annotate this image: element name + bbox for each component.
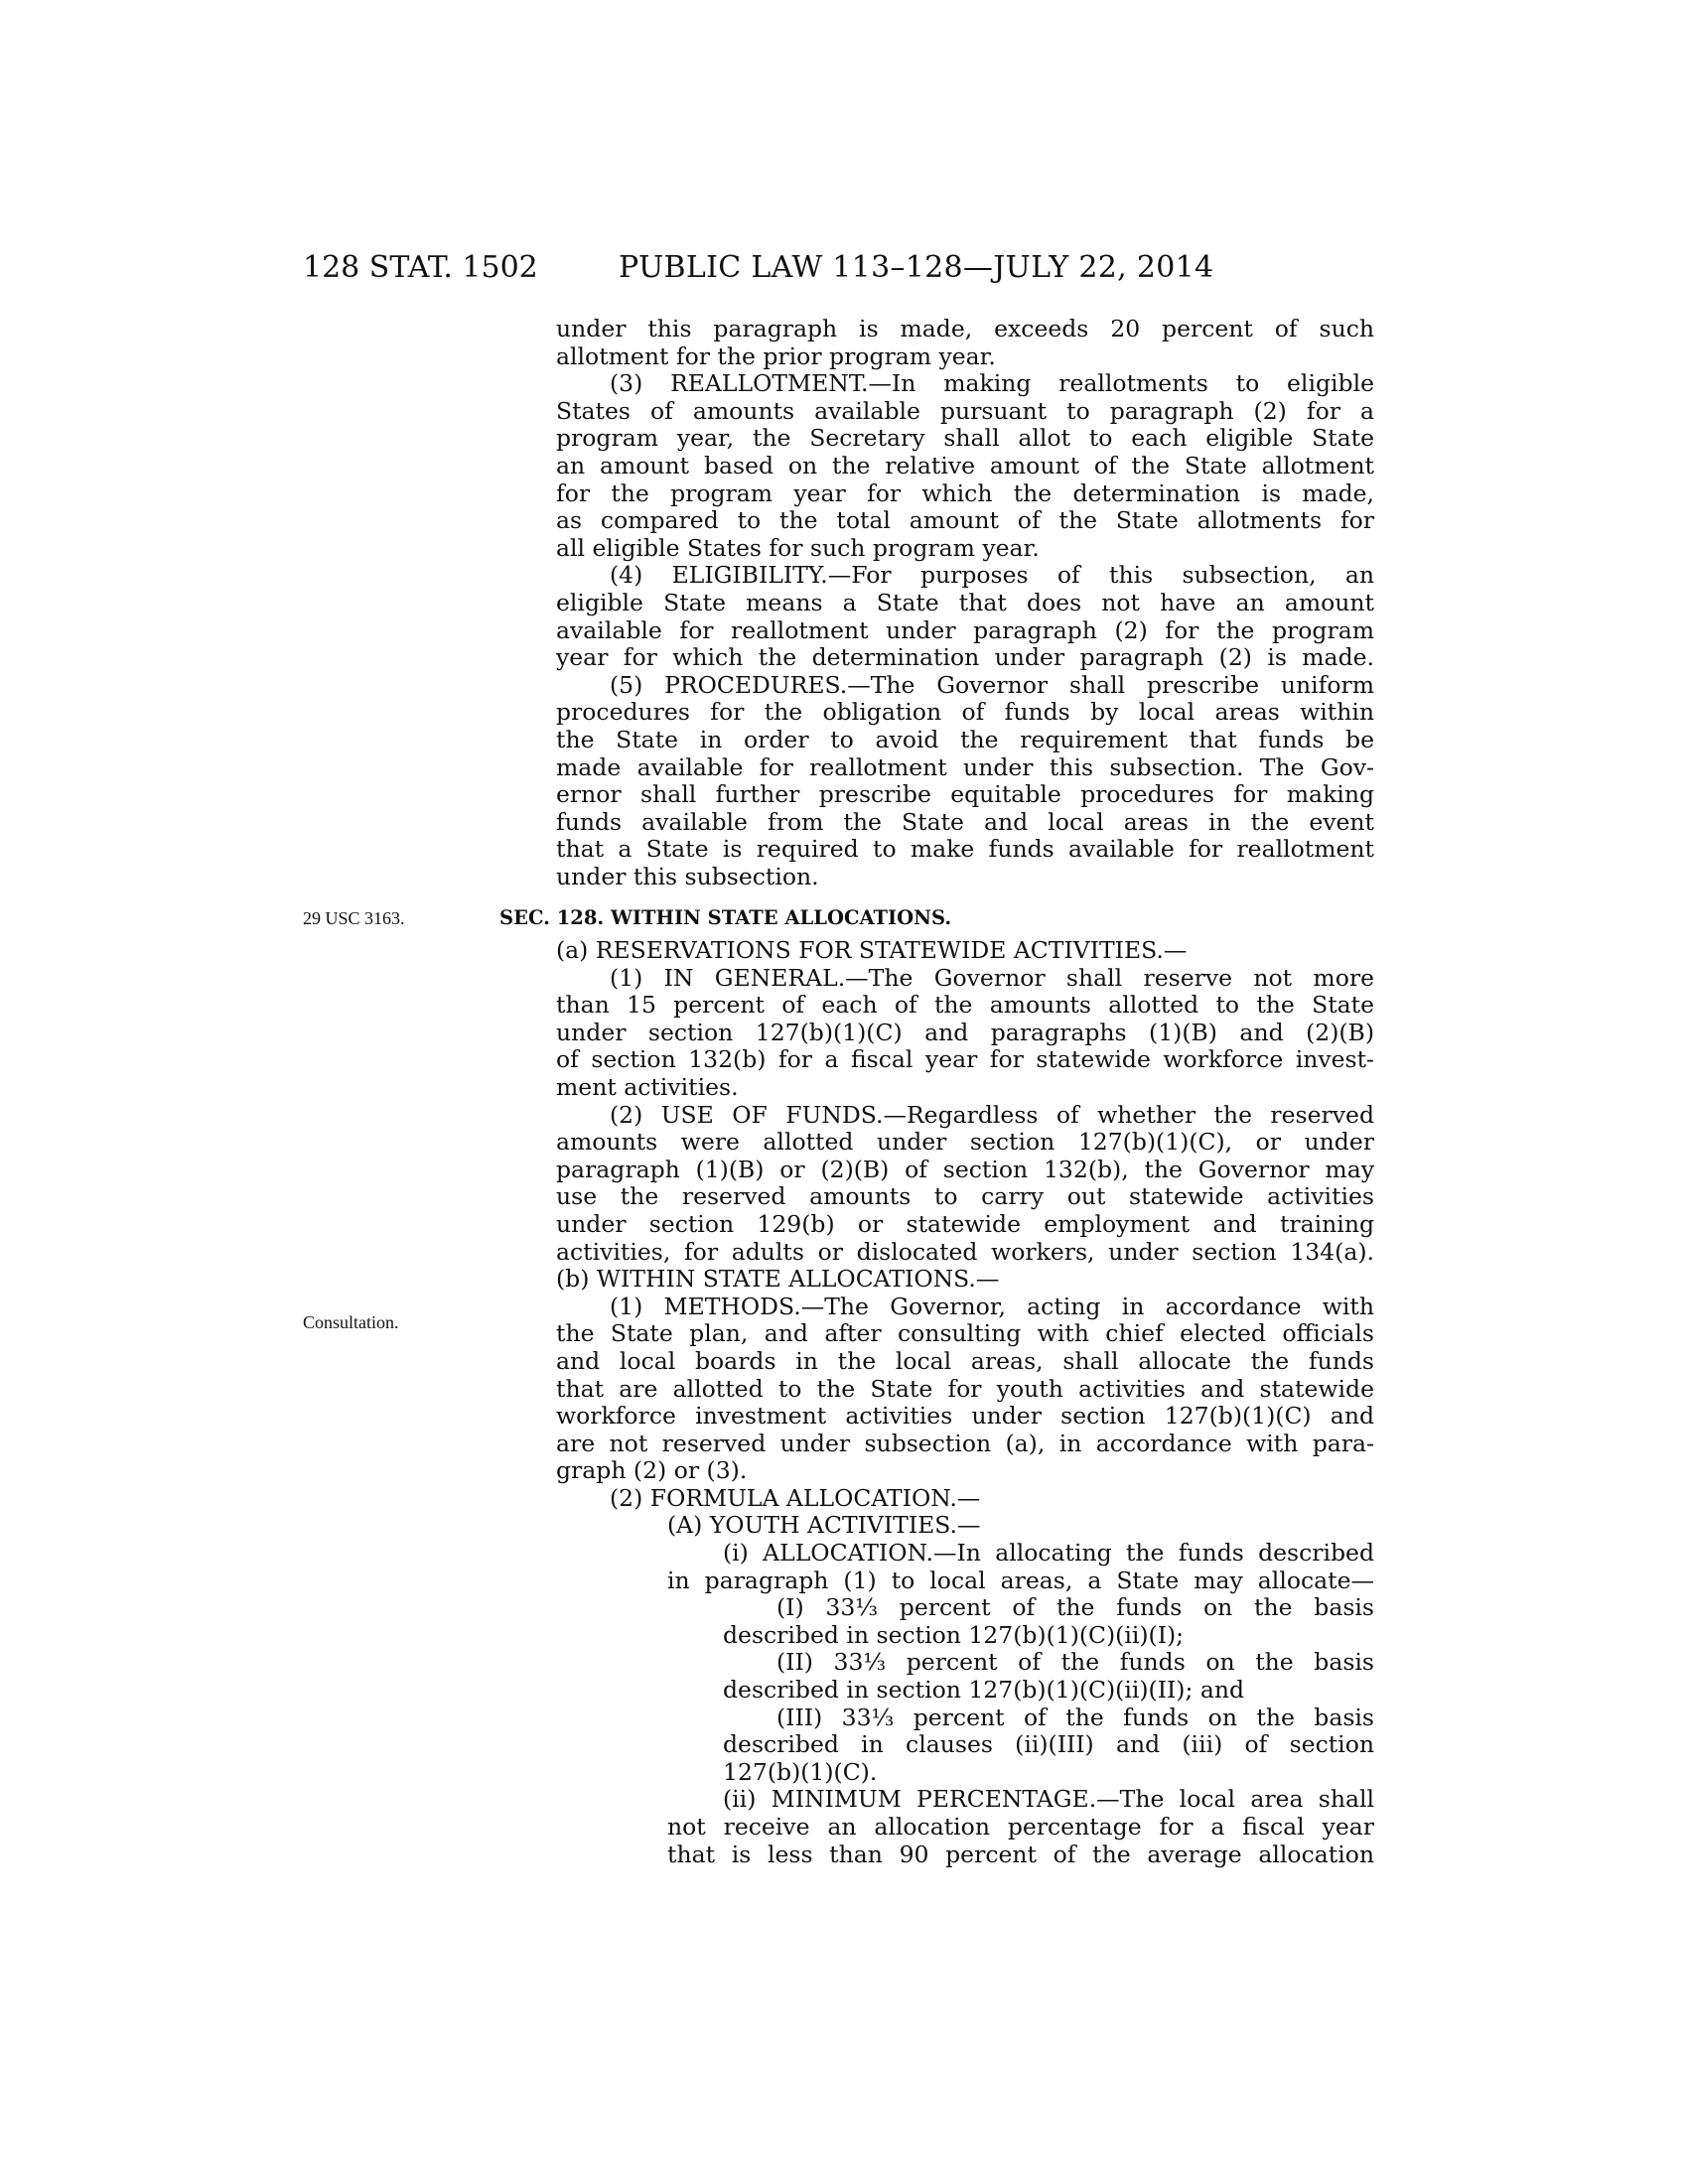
text-line: (ii) MINIMUM PERCENTAGE.—The local area shall <box>723 1786 1374 1814</box>
text-line: States of amounts available pursuant to paragraph (2) for a <box>556 397 1374 425</box>
text-line: use the reserved amounts to carry out statewide activities <box>556 1183 1374 1211</box>
text-line: (II) 33⅓ percent of the funds on the basis <box>776 1649 1374 1677</box>
text-line: (b) WITHIN STATE ALLOCATIONS.— <box>556 1265 1000 1294</box>
statute-page-number: 128 STAT. 1502 <box>303 250 538 285</box>
text-line: made available for reallotment under this subsection. The Gov- <box>556 753 1374 781</box>
text-line: (4) ELIGIBILITY.—For purposes of this subsection, an <box>610 562 1374 590</box>
text-line: that are allotted to the State for youth activities and statewide <box>556 1375 1374 1403</box>
text-line: workforce investment activities under section 127(b)(1)(C) and <box>556 1403 1374 1431</box>
text-line: (1) METHODS.—The Governor, acting in accordance with <box>610 1293 1374 1320</box>
text-line: an amount based on the relative amount of the State allotment <box>556 452 1374 479</box>
public-law-title: PUBLIC LAW 113–128—JULY 22, 2014 <box>619 250 1214 285</box>
text-line: (I) 33⅓ percent of the funds on the basis <box>776 1594 1374 1622</box>
text-line: (III) 33⅓ percent of the funds on the basis <box>776 1704 1374 1731</box>
text-line: (5) PROCEDURES.—The Governor shall prescribe uniform <box>610 671 1374 699</box>
text-line: (1) IN GENERAL.—The Governor shall reserve not more <box>610 964 1374 992</box>
text-line: funds available from the State and local areas in the event <box>556 808 1374 836</box>
text-line: that a State is required to make funds available for reallotment <box>556 836 1374 864</box>
text-line: for the program year for which the determination is made, <box>556 479 1374 507</box>
text-line: described in clauses (ii)(III) and (iii) of section <box>723 1731 1374 1759</box>
margin-note-consultation: Consultation. <box>303 1312 399 1332</box>
text-line: paragraph (1)(B) or (2)(B) of section 132(b), the Governor may <box>556 1156 1374 1183</box>
text-line: (3) REALLOTMENT.—In making reallotments to eligible <box>610 370 1374 398</box>
page-header <box>303 250 1506 290</box>
text-line: program year, the Secretary shall allot to each eligible State <box>556 425 1374 453</box>
text-line: all eligible States for such program year. <box>556 533 1040 562</box>
text-line: not receive an allocation percentage for a fiscal year <box>667 1814 1374 1841</box>
text-line: under this paragraph is made, exceeds 20 percent of such <box>556 316 1374 342</box>
text-line: procedures for the obligation of funds by local areas within <box>556 699 1374 727</box>
text-line: (a) RESERVATIONS FOR STATEWIDE ACTIVITIES.— <box>556 936 1188 964</box>
text-line: are not reserved under subsection (a), in accordance with para- <box>556 1430 1374 1457</box>
text-line: 127(b)(1)(C). <box>723 1757 878 1786</box>
text-line: the State in order to avoid the requirement that funds be <box>556 726 1374 753</box>
text-line: ment activities. <box>556 1072 739 1101</box>
text-line: described in section 127(b)(1)(C)(ii)(I); <box>723 1620 1185 1649</box>
text-line: than 15 percent of each of the amounts allotted to the State <box>556 992 1374 1020</box>
text-line: (i) ALLOCATION.—In allocating the funds described <box>723 1540 1374 1568</box>
text-line: available for reallotment under paragraph (2) for the program <box>556 616 1374 644</box>
text-line: (A) YOUTH ACTIVITIES.— <box>667 1511 981 1540</box>
text-line: year for which the determination under paragraph (2) is made. <box>556 644 1374 672</box>
text-line: eligible State means a State that does not have an amount <box>556 589 1374 616</box>
text-line: the State plan, and after consulting with chief elected officials <box>556 1320 1374 1348</box>
text-line: under this subsection. <box>556 862 819 890</box>
text-line: amounts were allotted under section 127(b)(1)(C), or under <box>556 1129 1374 1157</box>
text-line: ernor shall further prescribe equitable procedures for making <box>556 781 1374 809</box>
text-line: in paragraph (1) to local areas, a State may allocate— <box>667 1567 1374 1594</box>
text-line: allotment for the prior program year. <box>556 341 996 370</box>
text-line: and local boards in the local areas, shall allocate the funds <box>556 1347 1374 1375</box>
text-line: under section 127(b)(1)(C) and paragraphs (1)(B) and (2)(B) <box>556 1019 1374 1046</box>
text-line: of section 132(b) for a fiscal year for statewide workforce invest- <box>556 1046 1374 1074</box>
text-line: described in section 127(b)(1)(C)(ii)(II); and <box>723 1676 1245 1705</box>
text-line: graph (2) or (3). <box>556 1456 748 1485</box>
text-line: activities, for adults or dislocated workers, under section 134(a). <box>556 1238 1374 1266</box>
text-line: (2) USE OF FUNDS.—Regardless of whether the reserved <box>610 1101 1374 1129</box>
margin-note-usc: 29 USC 3163. <box>303 908 405 928</box>
text-line: under section 129(b) or statewide employment and training <box>556 1210 1374 1238</box>
text-line: (2) FORMULA ALLOCATION.— <box>610 1483 981 1512</box>
section-heading: SEC. 128. WITHIN STATE ALLOCATIONS. <box>499 906 952 929</box>
text-line: that is less than 90 percent of the average allocation <box>667 1841 1374 1868</box>
text-line: as compared to the total amount of the State allotments for <box>556 507 1374 535</box>
block-reallotment <box>556 316 1374 890</box>
block-within-state-allocations <box>556 937 1374 1868</box>
